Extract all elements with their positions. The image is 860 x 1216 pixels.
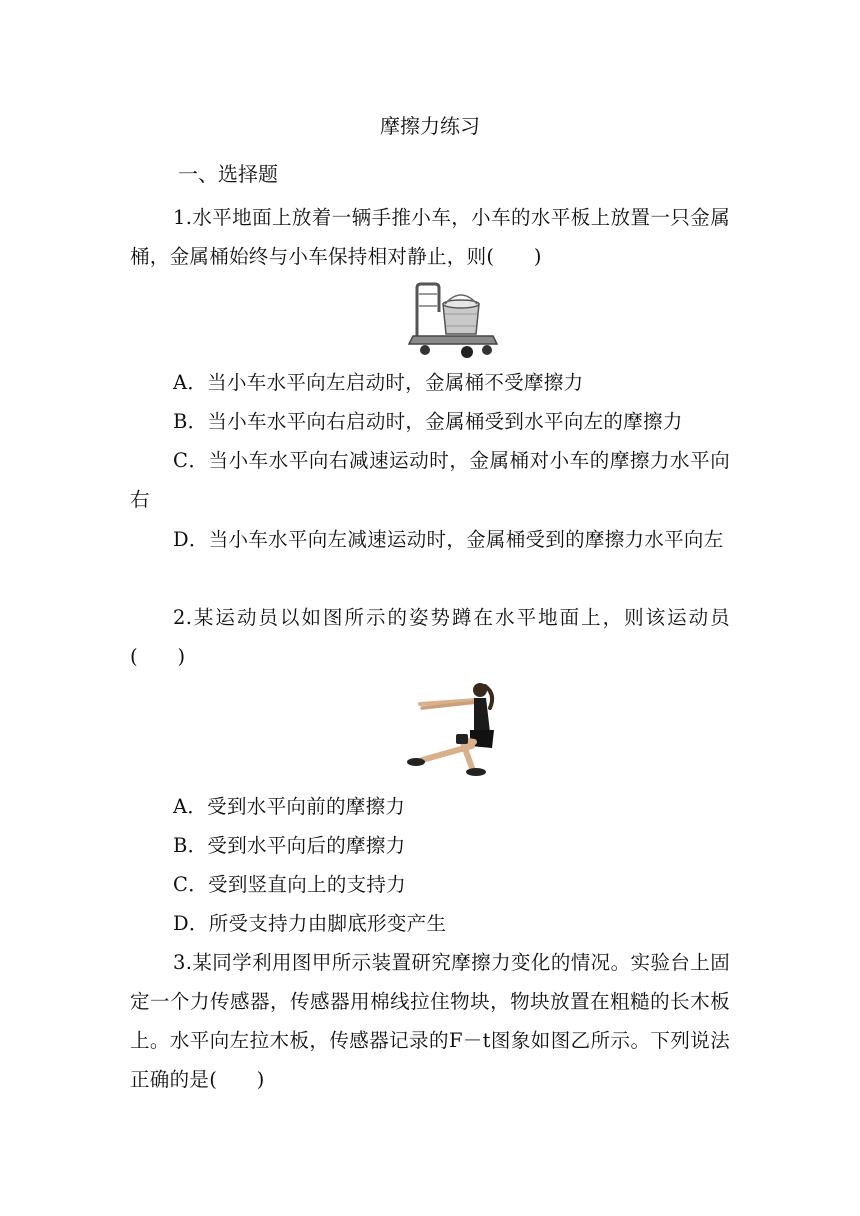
- squatting-athlete-image: [400, 676, 505, 781]
- cart-bucket-image: [405, 280, 500, 360]
- q1-option-a: A．当小车水平向左启动时，金属桶不受摩擦力: [173, 371, 584, 394]
- q2-option-a: A．受到水平向前的摩擦力: [173, 795, 406, 818]
- q2-stem: 2.某运动员以如图所示的姿势蹲在水平地面上，则该运动员( ): [130, 606, 730, 668]
- q3-stem: 3.某同学利用图甲所示装置研究摩擦力变化的情况。实验台上固定一个力传感器，传感器用棉线拉住物块，物块放置在粗糙的长木板上。水平向左拉木板，传感器记录的F－t图象如图乙所示。下列说法正确的是( ): [130, 951, 730, 1091]
- q1-option-b: B．当小车水平向右启动时，金属桶受到水平向左的摩擦力: [173, 410, 683, 433]
- q2-option-d: D．所受支持力由脚底形变产生: [173, 912, 447, 935]
- q2-option-b: B．受到水平向后的摩擦力: [173, 834, 406, 857]
- q2-option-c: C．受到竖直向上的支持力: [173, 873, 407, 896]
- q1-stem: 1.水平地面上放着一辆手推小车，小车的水平板上放置一只金属桶，金属桶始终与小车保持相对静止，则( ): [130, 206, 730, 268]
- q1-option-c: C．当小车水平向右减速运动时，金属桶对小车的摩擦力水平向右: [130, 449, 730, 511]
- q1-option-d: D．当小车水平向左减速运动时，金属桶受到的摩擦力水平向左: [173, 528, 724, 551]
- page-title: 摩擦力练习: [380, 114, 480, 138]
- section-heading: 一、选择题: [178, 162, 278, 186]
